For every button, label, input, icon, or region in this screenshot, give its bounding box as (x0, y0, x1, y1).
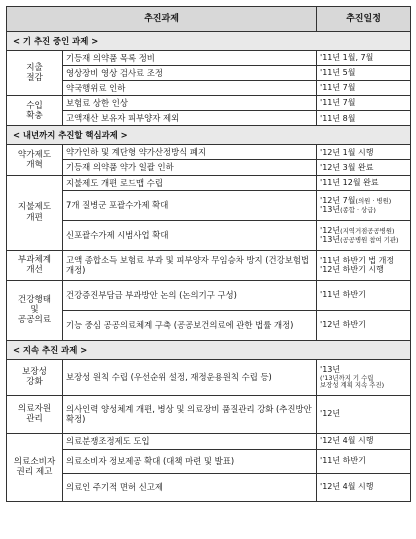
category-cell (7, 250, 63, 280)
schedule-cell: '11년 8월 (317, 111, 411, 126)
policy-table-container (6, 6, 410, 502)
task-cell: 지불제도 개편 로드맵 수립 (63, 175, 317, 190)
schedule-line (320, 196, 407, 206)
schedule-text: '13년 (320, 205, 341, 215)
schedule-cell: '12년 3월 완료 (317, 160, 411, 175)
section-title: < 기 추진 중인 과제 > (7, 32, 411, 51)
schedule-note: (지역거점공공병원) (340, 226, 395, 235)
table-row (7, 280, 411, 310)
category-label: 지불제도 개편 (17, 202, 52, 223)
schedule-text: '12년 하반기 시행 (320, 265, 384, 275)
category-label: 의료소비자 권리 제고 (13, 456, 56, 478)
task-cell: 약가인하 및 계단형 약가산정방식 폐지 (63, 145, 317, 160)
task-cell: 의사인력 양성체계 개편, 병상 및 의료장비 품질관리 강화 (추진방안 확정) (63, 395, 317, 433)
table-row (7, 96, 411, 111)
schedule-line (320, 235, 407, 245)
category-cell (7, 145, 63, 175)
section-header (7, 32, 411, 51)
task-cell: 고액 종합소득 보험료 부과 및 피부양자 무임승차 방지 (건강보험법 개정) (63, 250, 317, 280)
schedule-cell (317, 359, 411, 395)
schedule-text: '13년 (320, 235, 341, 245)
schedule-line (320, 205, 407, 215)
table-row (7, 359, 411, 395)
category-label: 보장성 강화 (22, 366, 47, 388)
category-cell (7, 395, 63, 433)
schedule-cell: '11년 7월 (317, 96, 411, 111)
category-cell (7, 359, 63, 395)
table-row (7, 395, 411, 433)
table-row (7, 51, 411, 66)
task-cell: 기능 중심 공공의료체계 구축 (공공보건의료에 관한 법률 개정) (63, 310, 317, 340)
section-header (7, 126, 411, 145)
category-cell (7, 175, 63, 250)
category-label: 부과체계 개선 (17, 254, 52, 276)
task-cell: 보험료 상한 인상 (63, 96, 317, 111)
schedule-note: (공공병원 참여 기관) (340, 236, 399, 245)
schedule-cell: '11년 1월, 7월 (317, 51, 411, 66)
table-row (7, 473, 411, 501)
table-header-row (7, 7, 411, 32)
task-cell: 기등재 의약품 약가 일괄 인하 (63, 160, 317, 175)
category-label: 약가제도 개혁 (17, 149, 52, 170)
schedule-cell: '11년 7월 (317, 81, 411, 96)
schedule-text: '13년 (320, 364, 341, 374)
category-cell (7, 96, 63, 126)
section-title: < 내년까지 추진할 핵심과제 > (7, 126, 411, 145)
category-cell (7, 433, 63, 501)
table-row (7, 220, 411, 250)
table-row (7, 190, 411, 220)
category-label: 지출 절감 (26, 62, 43, 84)
schedule-cell: '12년 4월 시행 (317, 473, 411, 501)
task-cell: 고액재산 보유자 피부양자 제외 (63, 111, 317, 126)
schedule-text: '12년 (320, 225, 341, 235)
table-row (7, 145, 411, 160)
task-cell: 보장성 원칙 수립 (우선순위 설정, 재정운용원칙 수립 등) (63, 359, 317, 395)
schedule-cell: '11년 하반기 (317, 449, 411, 473)
header-schedule: 추진일정 (317, 7, 411, 32)
policy-table (6, 6, 411, 502)
task-cell: 신포괄수가제 시범사업 확대 (63, 220, 317, 250)
table-row (7, 433, 411, 449)
schedule-cell (317, 190, 411, 220)
schedule-text: '11년 하반기 법 개정 (320, 255, 395, 265)
section-title: < 지속 추진 과제 > (7, 340, 411, 359)
schedule-cell: '12년 하반기 (317, 310, 411, 340)
schedule-cell: '11년 5월 (317, 66, 411, 81)
table-row (7, 81, 411, 96)
table-row (7, 160, 411, 175)
table-row (7, 449, 411, 473)
section-header (7, 340, 411, 359)
task-cell: 영상장비 영상 검사료 조정 (63, 66, 317, 81)
schedule-cell (317, 220, 411, 250)
schedule-cell: '12년 4월 시행 (317, 433, 411, 449)
task-cell: 7개 질병군 포괄수가제 확대 (63, 190, 317, 220)
schedule-text: '12년 7월 (320, 195, 356, 205)
task-cell: 약국행위료 인하 (63, 81, 317, 96)
schedule-line (320, 226, 407, 236)
table-row (7, 66, 411, 81)
schedule-note: (의원 · 병원) (355, 196, 392, 205)
category-cell (7, 51, 63, 96)
task-cell: 의료분쟁조정제도 도입 (63, 433, 317, 449)
schedule-note: ('13년까지 기 수립 (320, 373, 374, 382)
table-row (7, 250, 411, 280)
header-task: 추진과제 (7, 7, 317, 32)
schedule-cell: '11년 12월 완료 (317, 175, 411, 190)
category-label: 의료자원 관리 (17, 403, 52, 425)
task-cell: 기등재 의약품 목록 정비 (63, 51, 317, 66)
task-cell: 건강증진부담금 부과방안 논의 (논의기구 구성) (63, 280, 317, 310)
category-label: 수입 확충 (26, 100, 43, 121)
schedule-cell: '11년 하반기 (317, 280, 411, 310)
schedule-note: (종합 · 상급) (340, 206, 376, 215)
table-row (7, 111, 411, 126)
task-cell: 의료소비자 정보제공 확대 (대책 마련 및 발표) (63, 449, 317, 473)
schedule-cell: '12년 (317, 395, 411, 433)
category-label: 건강행태 및 공공의료 (17, 294, 52, 326)
schedule-cell: '12년 1월 시행 (317, 145, 411, 160)
schedule-note: 보장성 계획 지속 추진) (320, 380, 385, 389)
schedule-cell (317, 250, 411, 280)
task-cell: 의료인 주기적 면허 신고제 (63, 473, 317, 501)
category-cell (7, 280, 63, 340)
table-row (7, 175, 411, 190)
table-row (7, 310, 411, 340)
